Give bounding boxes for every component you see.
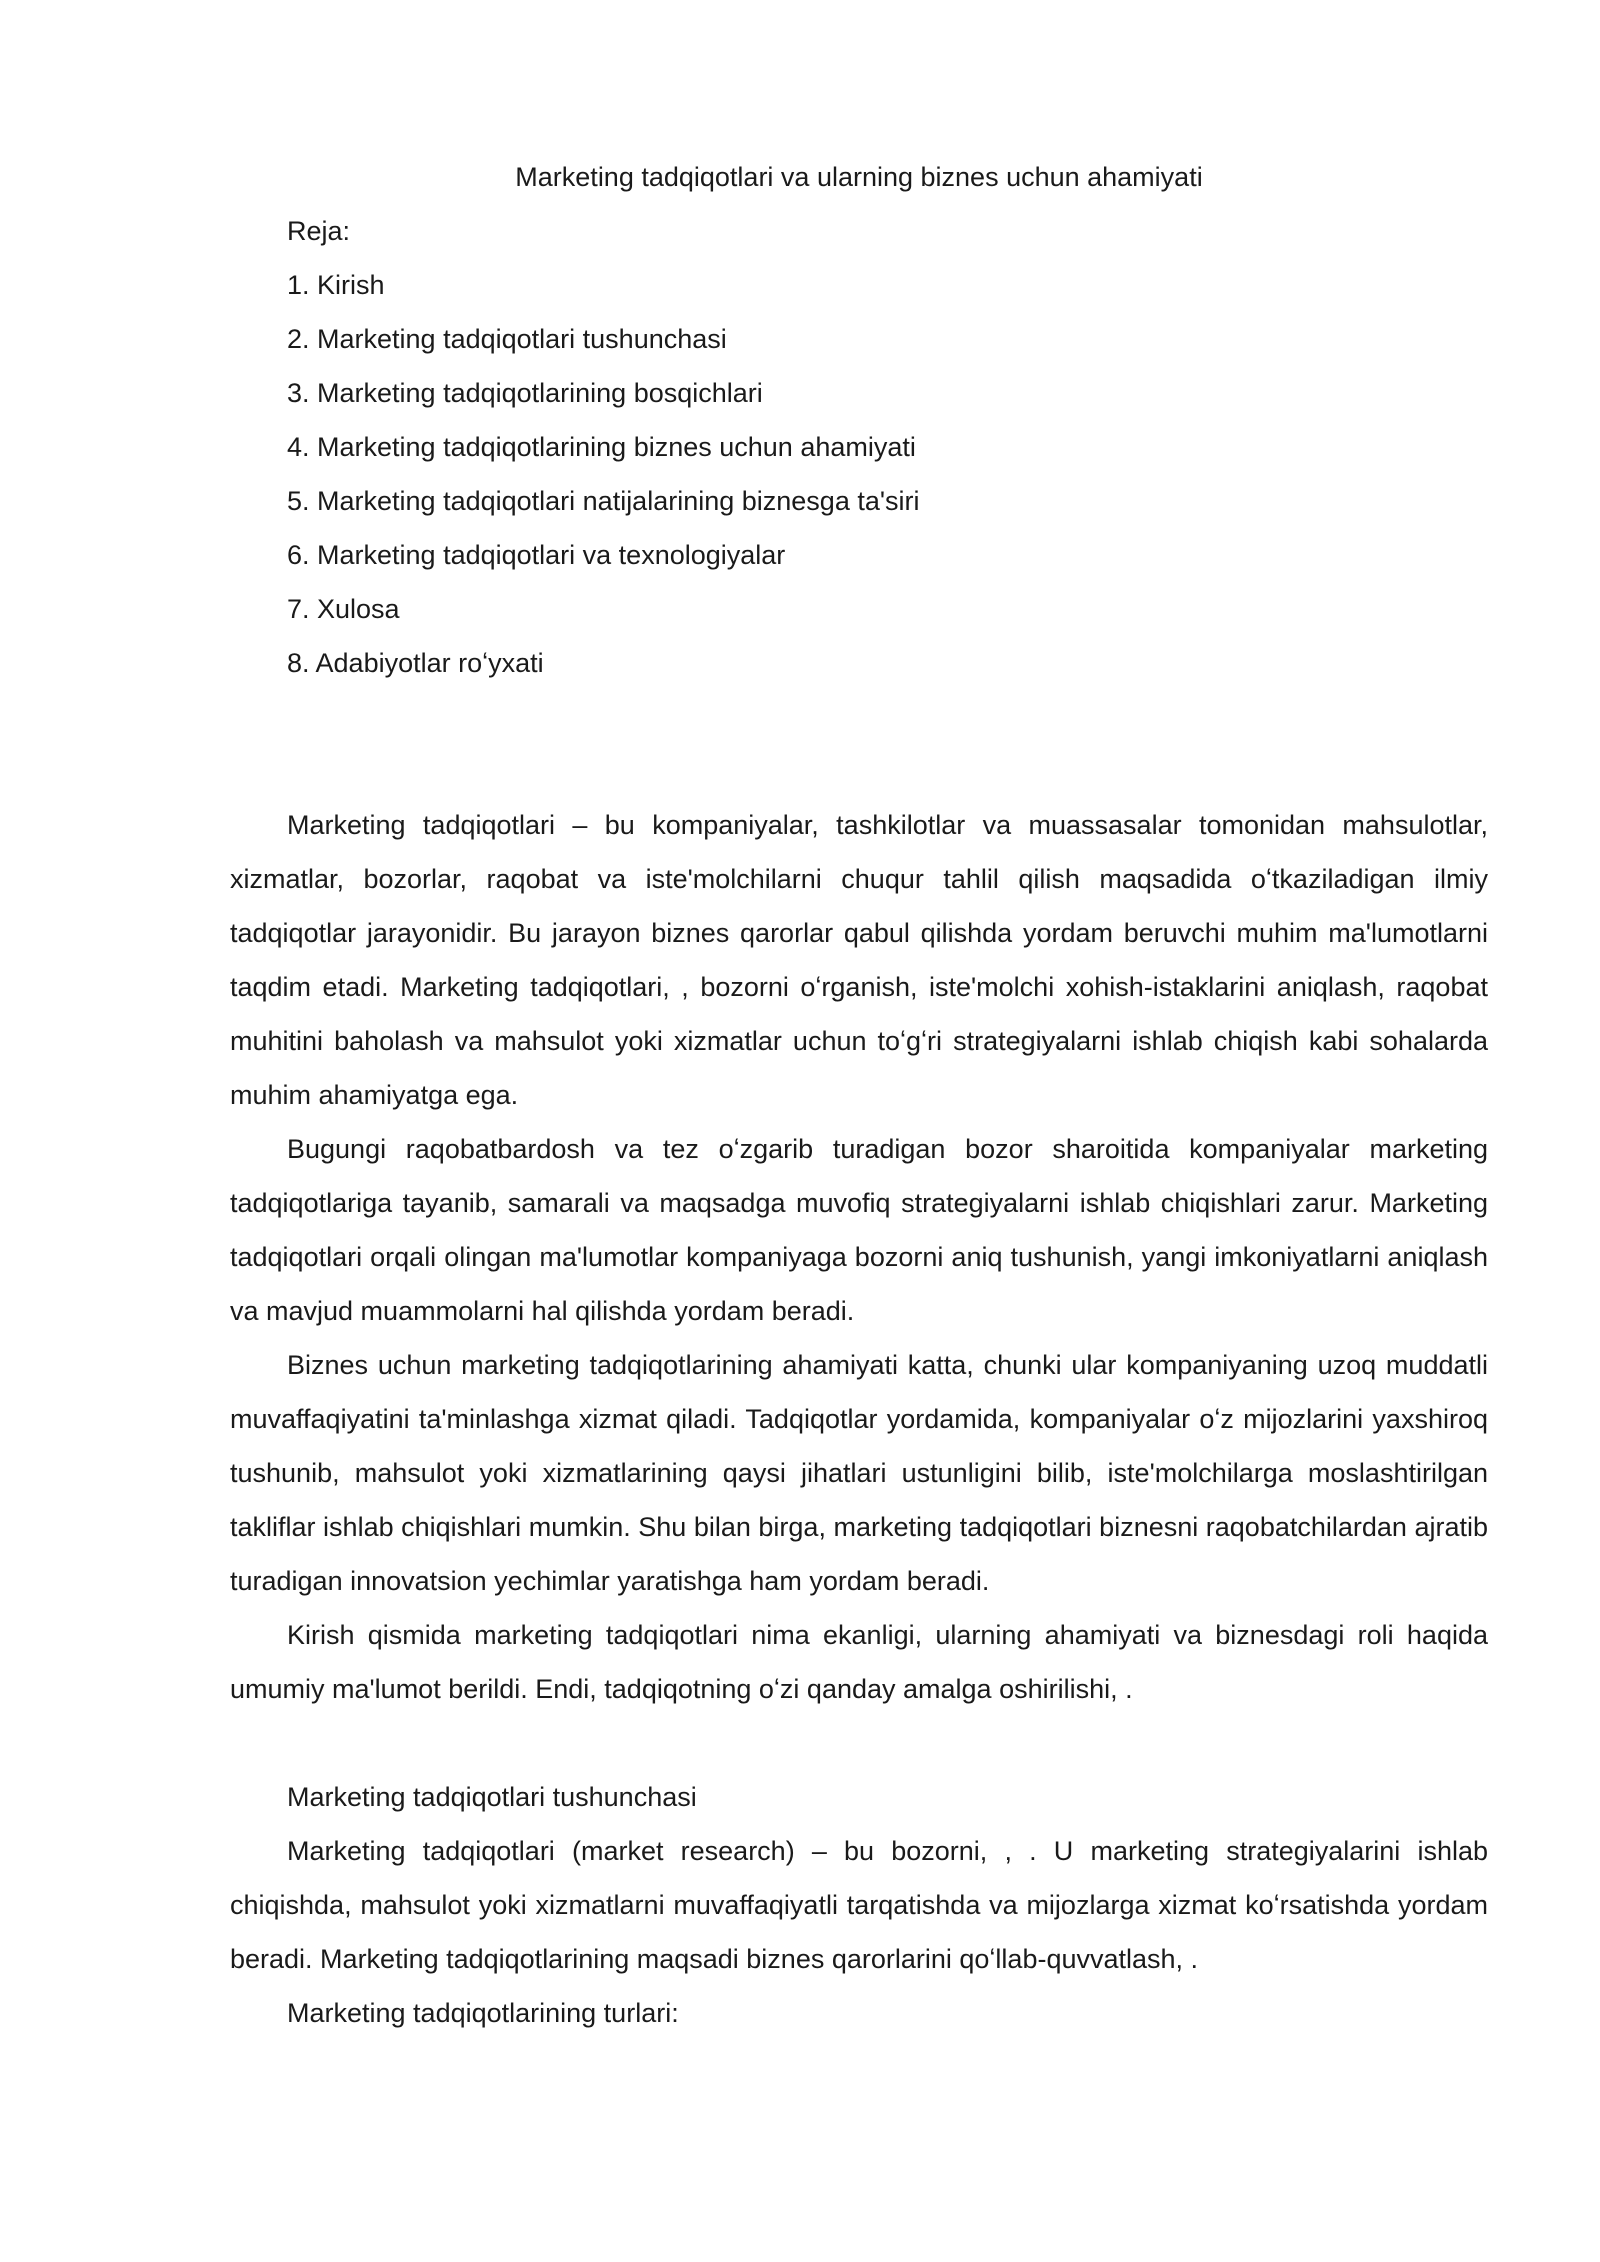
intro-section: [230, 798, 1488, 1716]
plan-item: 6. Marketing tadqiqotlari va texnologiyalar: [287, 540, 786, 570]
paragraph: Marketing tadqiqotlarining turlari:: [287, 1998, 679, 2028]
paragraph: Marketing tadqiqotlari (market research) – bu bozorni, , . U marketing strategiyalarini ishlab chiqishda, mahsulot yoki xizmatlarni muvaffaqiyatli tarqatishda va mijozlarga xizmat koʻrsatishda yordam beradi. Marketing tadqiqotlarining maqsadi biznes qarorlarini qoʻllab-quvvatlash, .: [230, 1836, 1488, 1974]
spacer: [230, 1716, 1488, 1770]
plan-item: 8. Adabiyotlar roʻyxati: [287, 648, 544, 678]
paragraph: Bugungi raqobatbardosh va tez oʻzgarib turadigan bozor sharoitida kompaniyalar marketing tadqiqotlariga tayanib, samarali va maqsadga muvofiq strategiyalarni ishlab chiqishlari zarur. Marketing tadqiqotlari orqali olingan ma'lumotlar kompaniyaga bozorni aniq tushunish, yangi imkoniyatlarni aniqlash va mavjud muammolarni hal qilishda yordam beradi.: [230, 1134, 1488, 1326]
plan-item: 3. Marketing tadqiqotlarining bosqichlari: [287, 378, 763, 408]
plan-item: 1. Kirish: [287, 270, 385, 300]
plan-item: 5. Marketing tadqiqotlari natijalarining biznesga ta'siri: [287, 486, 920, 516]
paragraph: Biznes uchun marketing tadqiqotlarining ahamiyati katta, chunki ular kompaniyaning uzoq muddatli muvaffaqiyatini ta'minlashga xizmat qiladi. Tadqiqotlar yordamida, kompaniyalar oʻz mijozlarini yaxshiroq tushunib, mahsulot yoki xizmatlarining qaysi jihatlari ustunligini bilib, iste'molchilarga moslashtirilgan takliflar ishlab chiqishlari mumkin. Shu bilan birga, marketing tadqiqotlari biznesni raqobatchilardan ajratib turadigan innovatsion yechimlar yaratishga ham yordam beradi.: [230, 1350, 1488, 1596]
plan-list: [230, 258, 1488, 690]
document-body: [230, 150, 1488, 2040]
concept-section: [230, 1770, 1488, 2040]
section-heading: Marketing tadqiqotlari tushunchasi: [287, 1782, 697, 1812]
spacer: [230, 690, 1488, 798]
document-title: Marketing tadqiqotlari va ularning biznes uchun ahamiyati: [515, 162, 1203, 192]
paragraph: Marketing tadqiqotlari – bu kompaniyalar, tashkilotlar va muassasalar tomonidan mahsulotlar, xizmatlar, bozorlar, raqobat va iste'molchilarni chuqur tahlil qilish maqsadida oʻtkaziladigan ilmiy tadqiqotlar jarayonidir. Bu jarayon biznes qarorlar qabul qilishda yordam beruvchi muhim ma'lumotlarni taqdim etadi. Marketing tadqiqotlari, , bozorni oʻrganish, iste'molchi xohish-istaklarini aniqlash, raqobat muhitini baholash va mahsulot yoki xizmatlar uchun toʻgʻri strategiyalarni ishlab chiqish kabi sohalarda muhim ahamiyatga ega.: [230, 810, 1488, 1110]
plan-item: 2. Marketing tadqiqotlari tushunchasi: [287, 324, 727, 354]
paragraph: Kirish qismida marketing tadqiqotlari nima ekanligi, ularning ahamiyati va biznesdagi roli haqida umumiy ma'lumot berildi. Endi, tadqiqotning oʻzi qanday amalga oshirilishi, .: [230, 1620, 1488, 1704]
plan-label: Reja:: [287, 216, 351, 246]
plan-item: 7. Xulosa: [287, 594, 400, 624]
plan-item: 4. Marketing tadqiqotlarining biznes uchun ahamiyati: [287, 432, 916, 462]
